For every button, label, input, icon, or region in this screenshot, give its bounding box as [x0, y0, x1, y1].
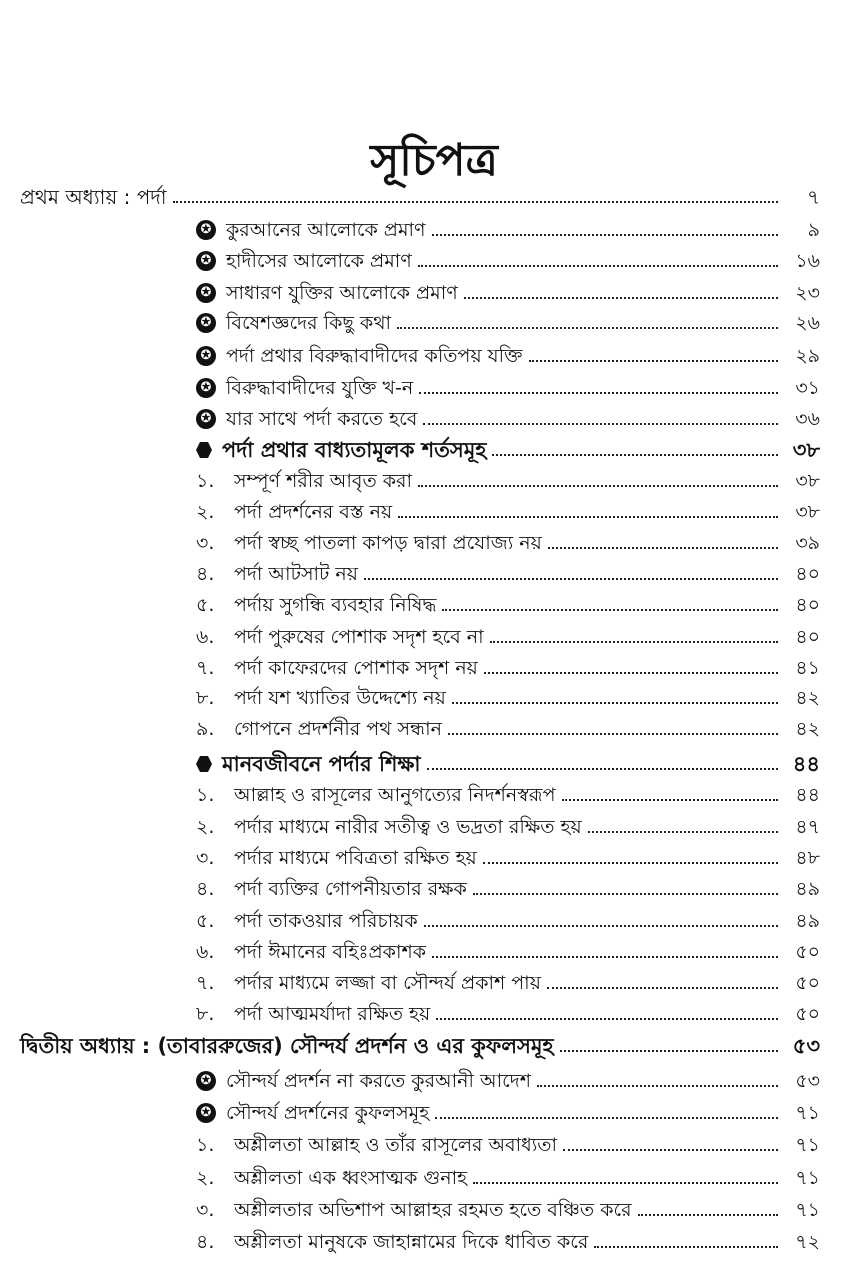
toc-entry-label: অশ্লীলতা মানুষকে জাহান্নামের দিকে ধাবিত করে	[234, 1231, 589, 1253]
toc-entry-page: ৪২	[795, 687, 820, 709]
toc-entry-label: পর্দা তাকওয়ার পরিচায়ক	[234, 910, 418, 932]
entry-number: ৬.	[196, 626, 215, 648]
toc-entry-page: ৭১	[795, 1102, 820, 1124]
toc-entry-page: ৭	[806, 185, 820, 209]
dot-leader	[173, 201, 778, 203]
hexagon-bullet-icon	[196, 756, 212, 772]
toc-entry-page: ৪৭	[795, 816, 820, 838]
toc-entry-label: বিরুদ্ধাবাদীদের যুক্তি খ-ন	[226, 377, 414, 399]
dot-leader	[398, 516, 778, 518]
toc-entry	[196, 370, 820, 400]
toc-entry-label: পর্দা কাফেরদের পোশাক সদৃশ নয়	[234, 657, 478, 679]
dot-leader	[484, 672, 778, 674]
toc-entry-page: ৪০	[795, 626, 820, 648]
toc-entry	[196, 432, 820, 462]
toc-entry-label: পর্দা যশ খ্যাতির উদ্দেশ্যে নয়	[234, 687, 446, 709]
dot-leader	[464, 297, 778, 299]
toc-entry-label: অশ্লীলতার অভিশাপ আল্লাহর রহমত হতে বঞ্চিত করে	[234, 1199, 632, 1221]
dot-leader	[432, 956, 778, 958]
star-bullet-icon: ✪	[196, 346, 216, 366]
star-bullet-icon: ✪	[196, 251, 216, 271]
entry-number: ৪.	[196, 563, 215, 585]
entry-number: ৩.	[196, 532, 215, 554]
toc-entry-label: গোপনে প্রদর্শনীর পথ সন্ধান	[234, 718, 442, 740]
hexagon-bullet-icon	[196, 442, 212, 458]
toc-entry-page: ৩৮	[795, 501, 820, 523]
dot-leader	[452, 702, 778, 704]
dot-leader	[473, 1182, 778, 1184]
toc-entry-page: ৩৮	[795, 470, 820, 492]
dot-leader	[547, 987, 778, 989]
dot-leader	[473, 893, 778, 895]
toc-entry-label: পর্দা প্রদর্শনের বস্ত নয়	[234, 501, 393, 523]
entry-number: ৮.	[196, 1003, 215, 1025]
toc-entry-page: ৭২	[795, 1231, 820, 1253]
toc-entry-label: পর্দা প্রথার বাধ্যতামূলক শর্তসমূহ	[222, 438, 487, 462]
star-bullet-icon: ✪	[196, 220, 216, 240]
toc-entry-page: ৪৯	[795, 910, 820, 932]
toc-entry	[196, 1127, 820, 1157]
star-bullet-icon: ✪	[196, 313, 216, 333]
toc-entry-label: সৌন্দর্য প্রদর্শনের কুফলসমূহ	[226, 1102, 430, 1124]
dot-leader	[548, 547, 778, 549]
toc-entry-page: ৪৪	[795, 784, 820, 806]
toc-entry	[196, 871, 820, 901]
star-bullet-icon: ✪	[196, 283, 216, 303]
toc-entry-label: বিষেশজ্ঞদের কিছু কথা	[226, 312, 392, 334]
toc-entry-page: ৪০	[795, 594, 820, 616]
entry-number: ১.	[196, 784, 215, 806]
dot-leader	[638, 1214, 778, 1216]
toc-entry	[20, 1028, 820, 1058]
toc-entry-page: ৭১	[795, 1134, 820, 1156]
toc-entry	[196, 746, 820, 776]
toc-entry	[196, 525, 820, 555]
star-bullet-icon: ✪	[196, 1103, 216, 1123]
toc-entry-page: ৯	[807, 219, 820, 241]
toc-entry-label: পর্দা আটসাট নয়	[234, 563, 358, 585]
toc-entry-page: ৩৯	[795, 532, 820, 554]
toc-entry	[196, 619, 820, 649]
toc-entry	[196, 996, 820, 1026]
toc-entry-label: মানবজীবনে পর্দার শিক্ষা	[222, 752, 421, 776]
toc-entry-label: পর্দা ব্যক্তির গোপনীয়তার রক্ষক	[234, 878, 467, 900]
toc-entry-page: ৪৪	[792, 752, 820, 776]
dot-leader	[397, 327, 778, 329]
dot-leader	[436, 1018, 778, 1020]
toc-entry-label: দ্বিতীয় অধ্যায় : (তাবাররুজের) সৌন্দর্য প্রদর্শন ও এর কুফলসমূহ	[20, 1034, 554, 1058]
toc-entry	[196, 494, 820, 524]
toc-entry	[196, 275, 820, 305]
toc-entry-label: পর্দা আত্মমর্যাদা রক্ষিত হয়	[234, 1003, 431, 1025]
toc-entry	[196, 243, 820, 273]
toc-entry-page: ৭১	[795, 1199, 820, 1221]
toc-entry	[196, 1192, 820, 1222]
toc-entry-label: প্রথম অধ্যায় : পর্দা	[20, 185, 167, 209]
entry-number: ৫.	[196, 594, 215, 616]
toc-entry-page: ৪০	[795, 563, 820, 585]
toc-entry	[196, 212, 820, 242]
dot-leader	[424, 925, 778, 927]
dot-leader	[560, 1050, 778, 1052]
dot-leader	[563, 1149, 778, 1151]
toc-entry-label: আল্লাহ ও রাসূলের আনুগত্যের নিদর্শনস্বরূপ	[234, 784, 556, 806]
page-title: সূচিপত্র	[370, 135, 498, 186]
toc-entry-label: সাধারণ যুক্তির আলোকে প্রমাণ	[226, 282, 458, 304]
entry-number: ৭.	[196, 972, 215, 994]
star-bullet-icon: ✪	[196, 1071, 216, 1091]
dot-leader	[529, 360, 778, 362]
toc-entry-label: সৌন্দর্য প্রদর্শন না করতে কুরআনী আদেশ	[226, 1070, 532, 1092]
dot-leader	[364, 578, 778, 580]
toc-entry	[196, 650, 820, 680]
dot-leader	[594, 1246, 778, 1248]
toc-entry-page: ৪৮	[795, 847, 820, 869]
toc-entry-page: ৪১	[795, 657, 820, 679]
dot-leader	[427, 768, 778, 770]
toc-entry	[196, 556, 820, 586]
dot-leader	[435, 1117, 778, 1119]
toc-entry-label: পর্দা পুরুষের পোশাক সদৃশ হবে না	[234, 626, 484, 648]
dot-leader	[492, 454, 778, 456]
toc-entry-label: পর্দা স্বচ্ছ পাতলা কাপড় দ্বারা প্রযোজ্য নয়	[234, 532, 542, 554]
toc-entry	[196, 1095, 820, 1125]
toc-entry-label: অশ্লীলতা এক ধ্বংসাত্মক গুনাহ	[234, 1167, 468, 1189]
toc-entry-page: ৪২	[795, 718, 820, 740]
entry-number: ৯.	[196, 718, 215, 740]
toc-entry-page: ৫০	[795, 1003, 820, 1025]
entry-number: ৫.	[196, 910, 215, 932]
toc-entry-label: যার সাথে পর্দা করতে হবে	[226, 408, 418, 430]
toc-entry-label: সম্পূর্ণ শরীর আবৃত করা	[234, 470, 412, 492]
toc-entry-page: ৫৩	[792, 1034, 820, 1058]
dot-leader	[490, 641, 778, 643]
dot-leader	[588, 831, 778, 833]
dot-leader	[442, 609, 778, 611]
entry-number: ৩.	[196, 847, 215, 869]
dot-leader	[432, 234, 778, 236]
entry-number: ৬.	[196, 941, 215, 963]
toc-entry	[196, 587, 820, 617]
toc-entry-page: ৩৮	[792, 438, 820, 462]
dot-leader	[483, 862, 778, 864]
toc-entry-page: ৩৬	[795, 408, 820, 430]
entry-number: ৪.	[196, 1231, 215, 1253]
star-bullet-icon: ✪	[196, 378, 216, 398]
toc-entry-label: পর্দায় সুগন্ধি ব্যবহার নিষিদ্ধ	[234, 594, 437, 616]
entry-number: ২.	[196, 1167, 215, 1189]
toc-entry-page: ৫৩	[795, 1070, 820, 1092]
toc-entry-label: অশ্লীলতা আল্লাহ ও তাঁর রাসূলের অবাধ্যতা	[234, 1134, 558, 1156]
dot-leader	[419, 392, 778, 394]
toc-entry-label: পর্দার মাধ্যমে নারীর সতীত্ব ও ভদ্রতা রক্ষিত হয়	[234, 816, 582, 838]
toc-entry-label: পর্দার মাধ্যমে পবিত্রতা রক্ষিত হয়	[234, 847, 477, 869]
dot-leader	[562, 799, 778, 801]
toc-entry	[196, 401, 820, 431]
toc-entry-label: পর্দা প্রথার বিরুদ্ধাবাদীদের কতিপয় যক্তি	[226, 345, 523, 367]
star-bullet-icon: ✪	[196, 409, 216, 429]
toc-entry-page: ৪৯	[795, 878, 820, 900]
toc-entry-page: ৫০	[795, 972, 820, 994]
dot-leader	[418, 485, 778, 487]
toc-entry-label: পর্দার মাধ্যমে লজ্জা বা সৌন্দর্য প্রকাশ পায়	[234, 972, 541, 994]
toc-entry-page: ২৬	[795, 312, 820, 334]
entry-number: ৭.	[196, 657, 215, 679]
toc-entry	[196, 711, 820, 741]
toc-entry-label: পর্দা ঈমানের বহিঃপ্রকাশক	[234, 941, 426, 963]
entry-number: ১.	[196, 470, 215, 492]
toc-entry-page: ১৬	[795, 250, 820, 272]
toc-entry	[196, 305, 820, 335]
toc-entry-label: কুরআনের আলোকে প্রমাণ	[226, 219, 426, 241]
toc-entry	[196, 1063, 820, 1093]
entry-number: ৩.	[196, 1199, 215, 1221]
toc-entry	[196, 965, 820, 995]
toc-entry	[196, 777, 820, 807]
entry-number: ৮.	[196, 687, 215, 709]
toc-entry-page: ২৯	[795, 345, 820, 367]
entry-number: ৪.	[196, 878, 215, 900]
toc-entry	[196, 934, 820, 964]
toc-entry-page: ৫০	[795, 941, 820, 963]
toc-entry-page: ২৩	[795, 282, 820, 304]
toc-entry	[196, 1224, 820, 1254]
toc-entry	[196, 463, 820, 493]
toc-entry	[196, 1160, 820, 1190]
dot-leader	[423, 423, 778, 425]
toc-entry	[196, 338, 820, 368]
toc-entry-page: ৭১	[795, 1167, 820, 1189]
toc-entry	[196, 809, 820, 839]
dot-leader	[418, 265, 778, 267]
entry-number: ২.	[196, 501, 215, 523]
toc-entry-label: হাদীসের আলোকে প্রমাণ	[226, 250, 412, 272]
dot-leader	[448, 733, 778, 735]
toc-entry	[196, 903, 820, 933]
entry-number: ১.	[196, 1134, 215, 1156]
toc-entry-page: ৩১	[795, 377, 820, 399]
toc-entry	[196, 680, 820, 710]
entry-number: ২.	[196, 816, 215, 838]
toc-entry	[20, 179, 820, 209]
toc-entry	[196, 840, 820, 870]
dot-leader	[537, 1085, 778, 1087]
